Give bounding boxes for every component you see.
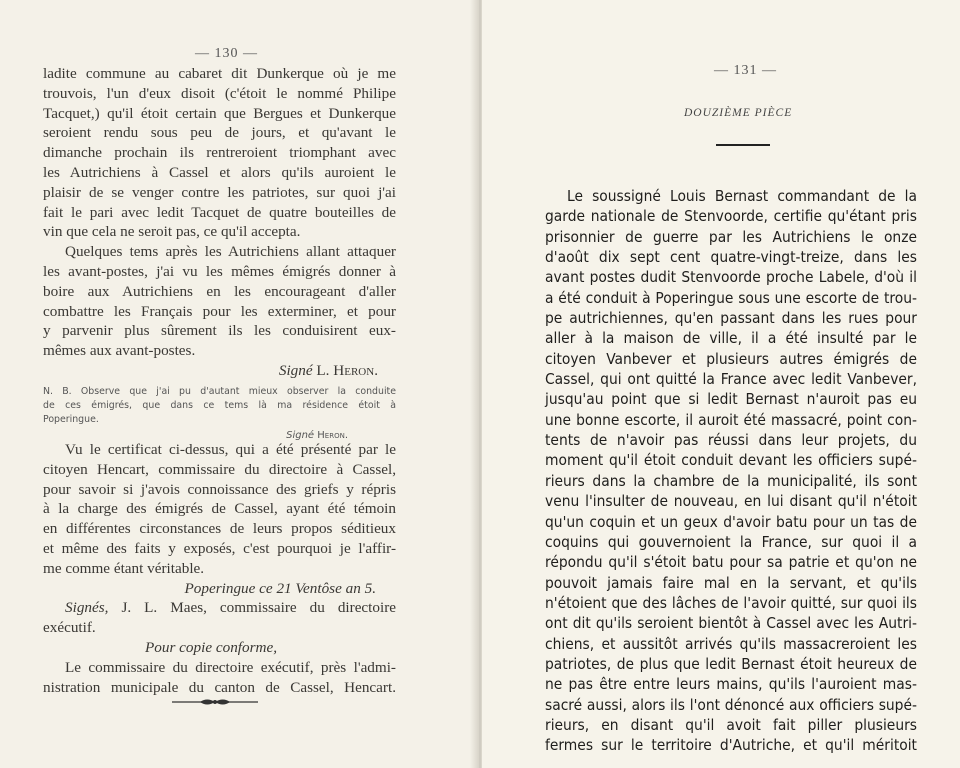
text-line: Quelques tems après les Autrichiens allant attaquer <box>65 243 396 261</box>
text-line: citoyen Vanbever et plusieurs autres émigrés de <box>545 349 917 368</box>
text-line: jusqu'au point que si ledit Bernast n'auroit pas eu <box>545 390 917 409</box>
paragraph-4 <box>43 658 396 698</box>
paragraph-1 <box>43 64 396 242</box>
text-line: moment qu'il étoit conduit devant les officiers supé- <box>545 451 917 470</box>
text-line: d'août dix sept cent quatre-vingt-treize, dans les <box>545 248 917 267</box>
text-line: plaisir de se venger contre les patriotes, sur quoi j'ai <box>43 183 396 201</box>
text-line: dimanche prochain ils rentreroient triomphant avec <box>43 144 396 162</box>
text-line: fermes sur le territoire d'Autriche, et qu'il méritoit <box>545 736 917 755</box>
place-date: Poperingue ce 21 Ventôse an 5. <box>184 579 376 597</box>
text-line: Le soussigné Louis Bernast commandant de la <box>567 187 917 205</box>
signed-name: L. Heron. <box>316 361 378 379</box>
text-line: venu l'insulter de nouveau, en lui disant qu'il n'étoit <box>545 492 917 511</box>
nb-signed-name: Heron. <box>317 430 348 441</box>
nb-line: Poperingue. <box>43 414 99 425</box>
text-line: ladite commune au cabaret dit Dunkerque où je me <box>43 65 396 82</box>
text-line: boire aux Autrichiens en les encourageant d'aller <box>43 282 396 300</box>
left-page <box>0 0 478 768</box>
text-line: seroient rendu sous peu de jours, et qu'avant le <box>43 124 396 142</box>
text-line: sacré aussi, alors ils l'ont dénoncé aux officiers supé- <box>545 695 917 714</box>
text-line: ont dit qu'ils seroient bientôt à Cassel avec les Autri- <box>545 614 917 633</box>
text-line: y parvenir plus sûrement ils les conduisirent eux- <box>43 322 396 340</box>
text-line: prisonnier de guerre par les Autrichiens le onze <box>545 227 917 246</box>
text-line: rieurs dans la chambre de la municipalité, ils sont <box>545 471 917 490</box>
text-line: Cassel, qui ont quitté la France avec ledit Vanbever, <box>545 370 917 389</box>
left-text-body-2 <box>43 440 396 697</box>
text-line: Tacquet,) qu'il étoit certain que Bergues et Dunkerque <box>43 104 396 122</box>
text-line: les avant-postes, j'ai vu les mêmes émigrés donner à <box>43 262 396 280</box>
text-line: mêmes aux avant-postes. <box>43 342 196 360</box>
text-line: les Autrichiens à Cassel et alors qu'ils auroient le <box>43 163 396 181</box>
signes-rest: J. L. Maes, commissaire du directoire <box>121 599 397 617</box>
paragraph-3 <box>43 440 396 579</box>
signes-label: Signés, <box>65 599 109 617</box>
text-line: Vu le certificat ci-dessus, qui a été présenté par le <box>65 441 396 458</box>
text-line: nistration municipale du canton de Cassel, Hencart. <box>43 678 396 696</box>
text-line: pour savoir si j'avois connoissance des griefs y répris <box>43 480 396 498</box>
nota-bene <box>43 385 396 443</box>
text-line: qu'un coquin et un geux d'avoir batu pour un tas de <box>545 512 917 531</box>
text-line: Le commissaire du directoire exécutif, près l'admi- <box>65 658 396 676</box>
text-line: n'étoient que des lâches de l'avoir quitté, sur quoi ils <box>545 593 917 612</box>
page-number-right: — 131 — <box>714 63 777 78</box>
text-line: pe autrichiennes, qu'en passant dans les rues pour <box>545 309 917 328</box>
nb-signed-label: Signé <box>286 430 315 441</box>
text-line: en différentes circonstances de leurs propos séditieux <box>43 520 396 538</box>
text-line: a été conduit à Poperingue sous une escorte de trou- <box>545 288 917 307</box>
signes-block <box>43 598 396 638</box>
text-line: patriotes, de plus que ledit Bernast étoit heureux de <box>545 654 917 673</box>
text-line: combattre les Français pour les exterminer, et pour <box>43 302 396 320</box>
nb-line: de ces émigrés, que dans ce tems là ma résidence étoit à <box>43 400 396 411</box>
text-line: coquins qui gouvernoient la France, sur quoi il a <box>545 532 917 551</box>
signature-heron <box>43 361 396 381</box>
text-line: fait le pari avec ledit Tacquet de quatre bouteilles de <box>43 203 396 221</box>
text-line: ne pas être entre leurs mains, qu'ils l'auroient mas- <box>545 675 917 694</box>
pour-copie: Pour copie conforme, <box>145 638 278 656</box>
text-line: pouvoit jamais faire mal en la servant, et qu'ils <box>545 573 917 592</box>
text-line: à la charge des émigrés de Cassel, ayant été témoin <box>43 500 396 518</box>
nb-line: N. B. Observe que j'ai pu d'autant mieux observer la conduite <box>43 386 396 397</box>
signes-line <box>43 598 396 618</box>
text-line: rieurs, en disant qu'il avoit fait piller plusieurs <box>545 715 917 734</box>
text-line: tents de n'avoir pas réussi dans leur projets, du <box>545 431 917 450</box>
signed-label: Signé <box>278 361 313 379</box>
text-line: vin que cela ne seroit pas, ce qu'il accepta. <box>43 223 301 241</box>
signes-line-2: exécutif. <box>43 619 96 637</box>
end-ornament <box>170 697 260 707</box>
text-line: chiens, et aussitôt arrivés qu'ils massacreroient les <box>545 634 917 653</box>
text-line: une bonne escorte, il auroit été massacré, point con- <box>545 410 917 429</box>
text-line: avant postes dudit Stenvoorde proche Labele, d'où il <box>545 268 917 287</box>
text-line: répondu qu'il s'étoit batu pour sa patrie et qu'on ne <box>545 553 917 572</box>
title-rule <box>716 144 770 146</box>
right-text-body <box>545 186 917 756</box>
left-text-body <box>43 64 396 381</box>
text-line: trouvois, l'un d'eux disoit (c'étoit le nommé Philipe <box>43 84 396 102</box>
text-line: garde nationale de Stenvoorde, certifie qu'étant pris <box>545 207 917 226</box>
text-line: aller à la maison de ville, il a été insulté par le <box>545 329 917 348</box>
text-line: me comme étant véritable. <box>43 559 205 577</box>
text-line: citoyen Hencart, commissaire du directoire à Cassel, <box>43 460 396 478</box>
text-line: et même des faits y exposés, c'est pourquoi je l'affir- <box>43 539 396 557</box>
page-number-left: — 130 — <box>195 46 258 61</box>
section-title: DOUZIÈME PIÈCE <box>684 107 793 119</box>
paragraph-2 <box>43 242 396 361</box>
